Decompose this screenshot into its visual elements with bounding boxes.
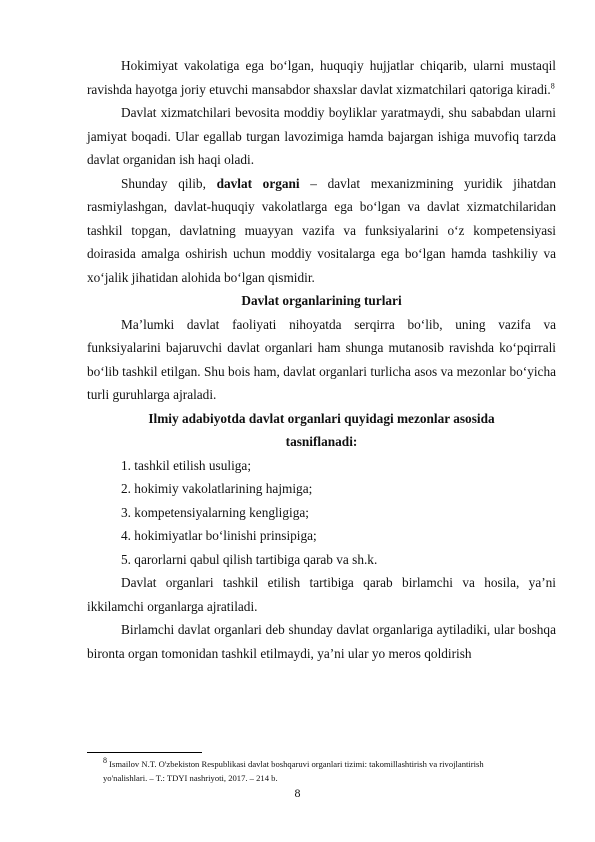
footnote-line-2: yo'nalishlari. – T.: TDYI nashriyoti, 2017. – 214 b.: [103, 773, 278, 783]
page-body: [87, 54, 556, 665]
section-heading-2-line2: tasniflanadi:: [285, 434, 358, 449]
paragraph-3-rest: – davlat mexanizmining yuridik jihatdan rasmiylashgan, davlat-huquqiy vakolatlarga ega bo‘lgan va davlat xizmatchilaridan tashkil topgan, davlatning muayyan vazifa va funksiyalarini o‘z kompetensiyasi doirasida amalga oshirish uchun moddiy vositalarga ega bo‘lgan hamda tashkiliy va xo‘jalik jihatidan alohida bo‘lgan qismidir.: [87, 175, 556, 285]
paragraph-6: Birlamchi davlat organlari deb shunday davlat organlariga aytiladiki, ular boshqa bironta organ tomonidan tashkil etilmaydi, ya’ni ular yo meros qoldirish: [87, 622, 556, 661]
page-number: 8: [294, 786, 301, 800]
paragraph-1: [87, 54, 556, 101]
footnote-ref[interactable]: 8: [550, 81, 555, 91]
paragraph-4: Ma’lumki davlat faoliyati nihoyatda serqirra bo‘lib, uning vazifa va funksiyalarini bajaruvchi davlat organlari ham shunga mutanosib ravishda ko‘pqirrali bo‘lib tashkil etilgan. Shu bois ham, davlat organlari turlicha asos va mezonlar bo‘yicha turli guruhlarga ajraladi.: [87, 316, 556, 402]
list-item: 4. hokimiyatlar bo‘linishi prinsipiga;: [121, 528, 317, 543]
list-item: 5. qarorlarni qabul qilish tartibiga qarab va sh.k.: [121, 551, 378, 567]
section-heading-2: [87, 407, 556, 454]
criteria-list: [87, 454, 556, 572]
term-davlat-organi: davlat organi: [216, 175, 300, 191]
list-item: 3. kompetensiyalarning kengligiga;: [121, 504, 309, 520]
list-item: 2. hokimiy vakolatlarining hajmiga;: [121, 481, 313, 496]
footnote-line-1: [87, 757, 556, 771]
section-heading-2-line1: Ilmiy adabiyotda davlat organlari quyidagi mezonlar asosida: [148, 410, 495, 426]
footnote-text-1: Ismailov N.T. O'zbekiston Respublikasi davlat boshqaruvi organlari tizimi: takomillashtirish va rivojlantirish: [109, 759, 484, 769]
section-heading-1: Davlat organlarining turlari: [241, 293, 402, 308]
footnote-number: 8: [103, 756, 107, 766]
footnote: [87, 757, 556, 785]
paragraph-5: Davlat organlari tashkil etilish tartibiga qarab birlamchi va hosila, ya’ni ikkilamchi organlarga ajratiladi.: [87, 575, 556, 614]
paragraph-2: Davlat xizmatchilari bevosita moddiy boyliklar yaratmaydi, shu sababdan ularni jamiyat boqadi. Ular egallab turgan lavozimiga hamda bajargan ishiga muvofiq tarzda davlat organidan ish haqi oladi.: [87, 105, 556, 167]
list-item: 1. tashkil etilish usuliga;: [121, 457, 252, 473]
footnote-divider: [87, 752, 202, 753]
paragraph-3: [87, 172, 556, 290]
paragraph-3-start: Shunday qilib,: [121, 175, 217, 191]
paragraph-1-text: Hokimiyat vakolatiga ega bo‘lgan, huquqiy hujjatlar chiqarib, ularni mustaqil ravishda hayotga joriy etuvchi mansabdor shaxslar davlat xizmatchilari qatoriga kiradi.: [87, 58, 556, 97]
